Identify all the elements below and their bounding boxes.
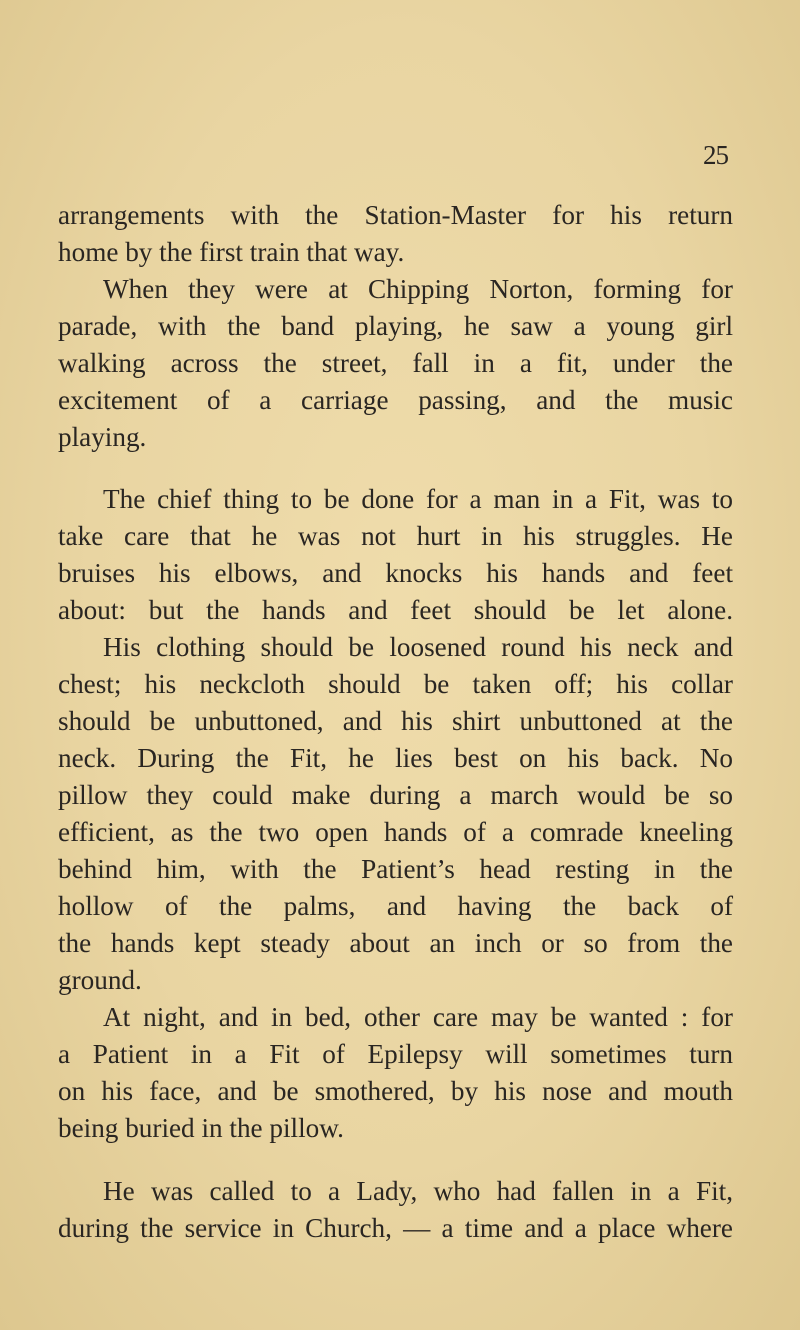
text-line: His clothing should be loosened round his neck and [103,632,733,662]
text-line: At night, and in bed, other care may be wanted : for [103,1002,733,1032]
text-line: on his face, and be smothered, by his nose and mouth [58,1076,733,1106]
text-line: playing. [58,422,147,452]
text-line: neck. During the Fit, he lies best on his back. No [58,743,733,773]
text-line: chest; his neckcloth should be taken off; his collar [58,669,733,699]
text-line: behind him, with the Patient’s head resting in the [58,854,733,884]
text-line: pillow they could make during a march would be so [58,780,733,810]
text-line: efficient, as the two open hands of a comrade kneeling [58,817,733,847]
text-line: walking across the street, fall in a fit, under the [58,348,733,378]
text-line: He was called to a Lady, who had fallen in a Fit, [103,1176,733,1206]
text-line: hollow of the palms, and having the back of [58,891,733,921]
page-number: 25 [703,140,728,170]
text-line: ground. [58,965,142,995]
text-line: take care that he was not hurt in his struggles. He [58,521,733,551]
text-line: the hands kept steady about an inch or so from the [58,928,733,958]
text-line: When they were at Chipping Norton, forming for [103,274,733,304]
text-line: a Patient in a Fit of Epilepsy will sometimes turn [58,1039,733,1069]
text-line: The chief thing to be done for a man in a Fit, was to [103,484,733,514]
text-line: excitement of a carriage passing, and the music [58,385,733,415]
text-line: arrangements with the Station-Master for his return [58,200,733,230]
text-line: being buried in the pillow. [58,1113,344,1143]
text-line: should be unbuttoned, and his shirt unbuttoned at the [58,706,733,736]
text-line: about: but the hands and feet should be let alone. [58,595,733,625]
text-line: bruises his elbows, and knocks his hands and feet [58,558,733,588]
text-line: parade, with the band playing, he saw a young girl [58,311,733,341]
text-line: home by the first train that way. [58,237,405,267]
text-line: during the service in Church, — a time and a place where [58,1213,733,1243]
